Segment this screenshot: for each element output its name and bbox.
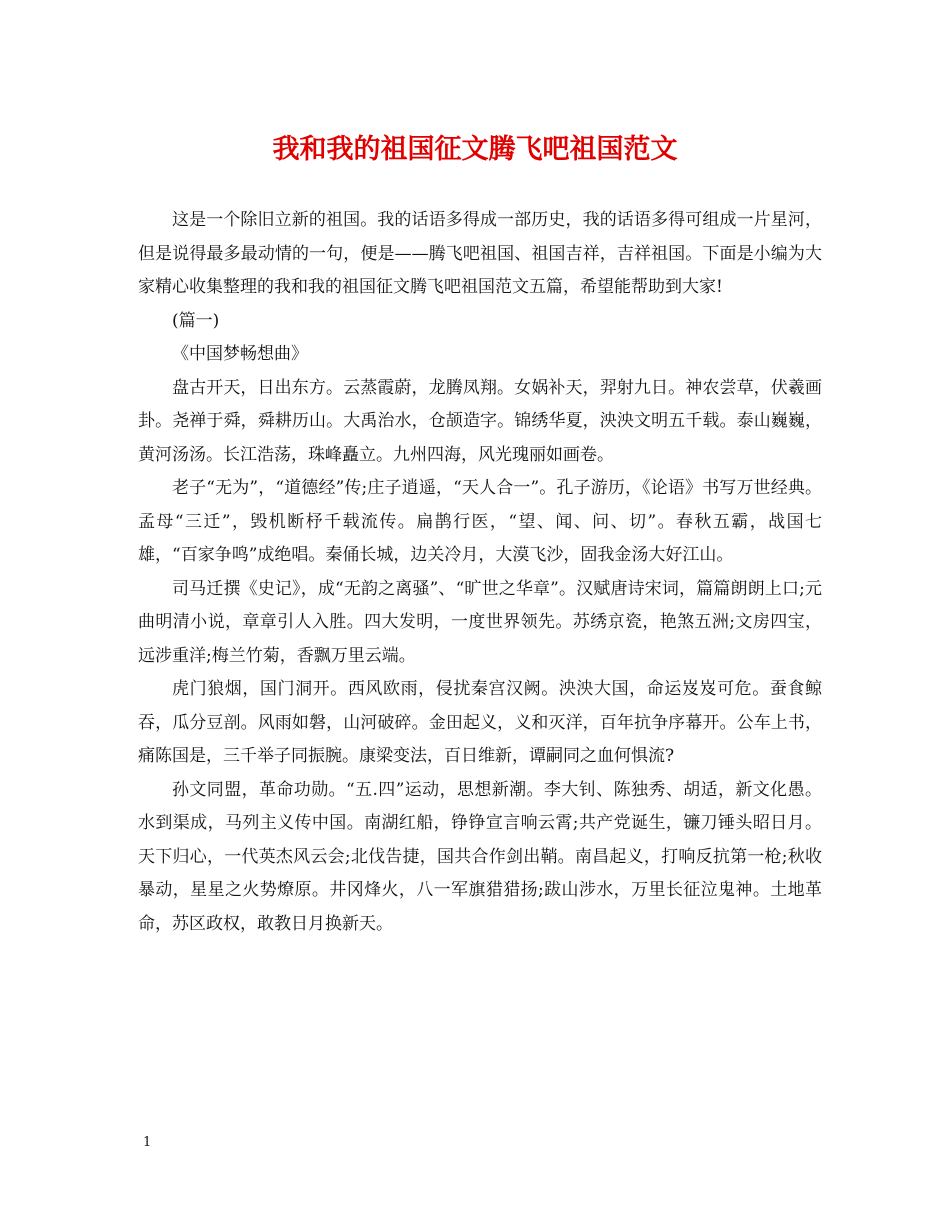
- document-title: 我和我的祖国征文腾飞吧祖国范文: [272, 134, 678, 165]
- paragraph-body: 司马迁撰《史记》，成“无韵之离骚”、“旷世之华章”。汉赋唐诗宋词，篇篇朗朗上口;元曲明清小说，章章引人入胜。四大发明，一度世界领先。苏绣京瓷，艳煞五洲;文房四宝，远涉重洋;梅兰竹菊，香飘万里云端。: [138, 578, 822, 666]
- paragraph-body: 老子“无为”，“道德经”传;庄子逍遥，“天人合一”。孔子游历，《论语》书写万世经典。孟母“三迁”，毁机断杼千载流传。扁鹊行医，“望、闻、问、切”。春秋五霸，战国七雄，“百家争鸣”成绝唱。秦俑长城，边关冷月，大漠飞沙，固我金汤大好江山。: [138, 478, 822, 565]
- paragraph-body: 孙文同盟，革命功勋。“五.四”运动，思想新潮。李大钊、陈独秀、胡适，新文化愚。水到渠成，马列主义传中国。南湖红船，铮铮宣言响云霄;共产党诞生，镰刀锤头昭日月。天下归心，一代英杰风云会;北伐告捷，国共合作剑出鞘。南昌起义，打响反抗第一枪;秋收暴动，星星之火势燎原。井冈烽火，八一军旗猎猎扬;跋山涉水，万里长征泣鬼神。土地革命，苏区政权，敢教日月换新天。: [138, 779, 822, 934]
- paragraph-body: 虎门狼烟，国门洞开。西风欧雨，侵扰秦宫汉阙。泱泱大国，命运岌岌可危。蚕食鲸吞，瓜分豆剖。风雨如磐，山河破碎。金田起义，义和灭洋，百年抗争序幕开。公车上书，痛陈国是，三千举子同振腕。康梁变法，百日维新，谭嗣同之血何惧流?: [138, 679, 822, 766]
- paragraph-essay-title: 《中国梦畅想曲》: [172, 344, 308, 364]
- paragraph-section-label: (篇一): [172, 310, 220, 331]
- paragraph-intro: 这是一个除旧立新的祖国。我的话语多得成一部历史，我的话语多得可组成一片星河，但是说得最多最动情的一句，便是——腾飞吧祖国、祖国吉祥，吉祥祖国。下面是小编为大家精心收集整理的我和我的祖国征文腾飞吧祖国范文五篇，希望能帮助到大家!: [138, 210, 822, 297]
- paragraph-body: 盘古开天，日出东方。云蒸霞蔚，龙腾凤翔。女娲补天，羿射九日。神农尝草，伏羲画卦。尧禅于舜，舜耕历山。大禹治水，仓颉造字。锦绣华夏，泱泱文明五千载。泰山巍巍，黄河汤汤。长江浩荡，珠峰矗立。九州四海，风光瑰丽如画卷。: [138, 377, 822, 465]
- page-number: 1: [143, 1135, 152, 1150]
- document-body: [138, 204, 822, 941]
